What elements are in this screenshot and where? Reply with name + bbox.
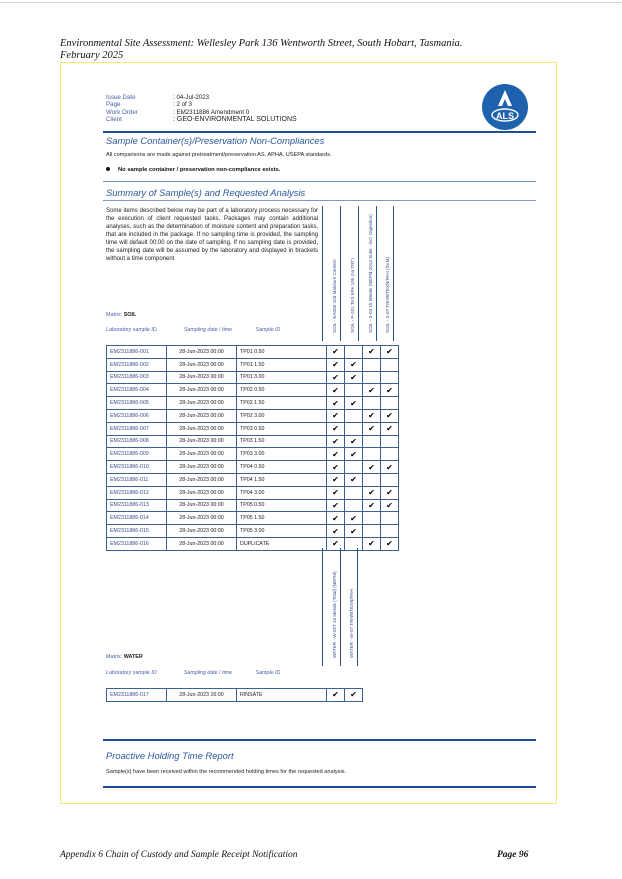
analysis-check-icon: ✔ <box>327 512 345 525</box>
analysis-check-icon: ✔ <box>363 537 381 550</box>
analysis-check-icon <box>345 346 363 359</box>
sample-id: TP03 0.50 <box>237 422 327 435</box>
analysis-check-icon: ✔ <box>327 409 345 422</box>
analysis-check-icon: ✔ <box>327 525 345 538</box>
analysis-check-icon <box>381 358 399 371</box>
sampling-date: 28-Jun-2023 00:00 <box>167 448 237 461</box>
analysis-check-icon <box>345 486 363 499</box>
analysis-check-icon <box>345 409 363 422</box>
analysis-check-icon: ✔ <box>327 346 345 359</box>
analysis-check-icon: ✔ <box>327 422 345 435</box>
sample-id: TP05 0.50 <box>237 499 327 512</box>
soil-col-lab-id: Laboratory sample ID <box>106 327 157 333</box>
water-analysis-header-2: WATER - W-07 TRH/BTEXN/PAH <box>340 548 358 666</box>
table-row <box>107 473 399 486</box>
lab-sample-id: EM2311886-002 <box>107 358 167 371</box>
analysis-check-icon <box>363 397 381 410</box>
water-col-date: Sampling date / time <box>183 670 233 676</box>
sample-id: RINSATE <box>237 689 327 702</box>
analysis-check-icon <box>345 384 363 397</box>
lab-sample-id: EM2311886-008 <box>107 435 167 448</box>
sampling-date: 28-Jun-2023 16:00 <box>167 689 237 702</box>
sampling-date: 28-Jun-2023 00:00 <box>167 473 237 486</box>
als-logo-icon <box>482 84 528 130</box>
lab-sample-id: EM2311886-016 <box>107 537 167 550</box>
section-title-summary: Summary of Sample(s) and Requested Analysis <box>106 187 306 198</box>
divider <box>103 131 536 133</box>
analysis-check-icon: ✔ <box>363 422 381 435</box>
lab-sample-id: EM2311886-005 <box>107 397 167 410</box>
analysis-check-icon <box>345 461 363 474</box>
sample-id: TP05 3.00 <box>237 525 327 538</box>
analysis-check-icon: ✔ <box>381 422 399 435</box>
analysis-check-icon: ✔ <box>327 499 345 512</box>
sample-id: TP03 3.00 <box>237 448 327 461</box>
sample-id: TP01 3.00 <box>237 371 327 384</box>
water-col-lab-id: Laboratory sample ID <box>106 670 157 676</box>
table-row <box>107 422 399 435</box>
table-row <box>107 461 399 474</box>
table-row <box>107 512 399 525</box>
divider <box>103 786 536 788</box>
header-title: Environmental Site Assessment: Wellesley Park 136 Wentworth Street, South Hobart, Tasmania. <box>60 38 463 49</box>
sampling-date: 28-Jun-2023 00:00 <box>167 358 237 371</box>
analysis-check-icon: ✔ <box>327 689 345 702</box>
analysis-check-icon: ✔ <box>381 409 399 422</box>
soil-matrix-label: Matrix: SOIL <box>106 312 137 318</box>
sample-id: TP04 3.00 <box>237 486 327 499</box>
analysis-check-icon: ✔ <box>327 384 345 397</box>
analysis-check-icon <box>381 525 399 538</box>
table-row <box>107 384 399 397</box>
summary-intro: Some items described below may be part of a laboratory process necessary for the execution of client requested tasks. Packages may contain additional analyses, such as the determination of moisture content and preparation tasks, that are included in the package. If no sampling time is provided, the sampling time will default 00:00 on the date of sampling. If no sampling date is provided, the sampling date will be assumed by the laboratory and displayed in brackets without a time component <box>106 208 318 262</box>
table-row <box>107 435 399 448</box>
analysis-check-icon <box>345 499 363 512</box>
soil-sample-table <box>106 345 399 551</box>
lab-sample-id: EM2311886-001 <box>107 346 167 359</box>
analysis-check-icon <box>363 512 381 525</box>
sampling-date: 28-Jun-2023 00:00 <box>167 512 237 525</box>
sampling-date: 28-Jun-2023 00:00 <box>167 371 237 384</box>
water-sample-table <box>106 688 363 702</box>
footer-page-number: Page 96 <box>497 850 529 860</box>
analysis-check-icon: ✔ <box>345 371 363 384</box>
document-header <box>60 38 580 62</box>
sample-id: TP04 1.50 <box>237 473 327 486</box>
header-date: February 2025 <box>60 50 124 61</box>
soil-analysis-header-3: SOIL - S-03 15 Metals (NEPM 2013 Suite - incl. Digestion) <box>358 206 376 341</box>
analysis-check-icon <box>363 473 381 486</box>
analysis-check-icon <box>363 435 381 448</box>
lab-sample-id: EM2311886-013 <box>107 499 167 512</box>
sampling-date: 28-Jun-2023 00:00 <box>167 346 237 359</box>
sample-id: TP03 1.50 <box>237 435 327 448</box>
analysis-check-icon: ✔ <box>327 371 345 384</box>
table-row <box>107 499 399 512</box>
als-logo <box>482 84 528 130</box>
table-row <box>107 689 363 702</box>
table-row <box>107 346 399 359</box>
compliance-note: All comparisons are made against pretreatment/preservation AS, APHA, USEPA standards. <box>106 152 332 158</box>
analysis-check-icon: ✔ <box>327 435 345 448</box>
analysis-check-icon <box>363 358 381 371</box>
analysis-check-icon: ✔ <box>345 689 363 702</box>
analysis-check-icon <box>381 512 399 525</box>
analysis-check-icon <box>345 422 363 435</box>
table-row <box>107 525 399 538</box>
sample-id: TP02 0.50 <box>237 384 327 397</box>
section-title-container-compliance: Sample Container(s)/Preservation Non-Compliances <box>106 135 325 146</box>
analysis-check-icon <box>363 371 381 384</box>
lab-sample-id: EM2311886-015 <box>107 525 167 538</box>
analysis-check-icon <box>363 525 381 538</box>
table-row <box>107 409 399 422</box>
sampling-date: 28-Jun-2023 00:00 <box>167 384 237 397</box>
sampling-date: 28-Jun-2023 00:00 <box>167 461 237 474</box>
bullet-icon <box>106 167 110 171</box>
sampling-date: 28-Jun-2023 00:00 <box>167 525 237 538</box>
holding-time-note: Sample(s) have been received within the recommended holding times for the requested analysis. <box>106 769 347 775</box>
table-row <box>107 371 399 384</box>
soil-analysis-header-1: SOIL - EA055-103 Moisture Content <box>322 206 340 341</box>
analysis-check-icon <box>381 397 399 410</box>
water-analysis-header-1: WATER - W-02T 15 Metals (Total) (NEPM) <box>322 548 340 666</box>
analysis-check-icon: ✔ <box>363 486 381 499</box>
analysis-check-icon: ✔ <box>381 384 399 397</box>
lab-sample-id: EM2311886-017 <box>107 689 167 702</box>
analysis-check-icon <box>381 435 399 448</box>
logo-text: ALS <box>496 111 514 121</box>
table-row <box>107 397 399 410</box>
analysis-check-icon: ✔ <box>327 486 345 499</box>
sampling-date: 28-Jun-2023 00:00 <box>167 499 237 512</box>
lab-sample-id: EM2311886-004 <box>107 384 167 397</box>
analysis-check-icon: ✔ <box>381 537 399 550</box>
analysis-check-icon: ✔ <box>345 525 363 538</box>
analysis-check-icon: ✔ <box>363 461 381 474</box>
lab-sample-id: EM2311886-014 <box>107 512 167 525</box>
lab-sample-id: EM2311886-011 <box>107 473 167 486</box>
analysis-check-icon: ✔ <box>327 537 345 550</box>
analysis-check-icon <box>381 473 399 486</box>
table-row <box>107 448 399 461</box>
water-matrix-label: Matrix: WATER <box>106 654 143 660</box>
soil-col-sample: Sample ID <box>255 327 281 333</box>
analysis-check-icon: ✔ <box>345 448 363 461</box>
soil-col-date: Sampling date / time <box>183 327 233 333</box>
analysis-check-icon: ✔ <box>363 499 381 512</box>
analysis-check-icon <box>363 448 381 461</box>
soil-analysis-header-4: SOIL - S-07 TRH/BTEXN/PAH (SVM) <box>376 206 394 341</box>
sample-id: DUPLICATE <box>237 537 327 550</box>
sample-id: TP02 1.50 <box>237 397 327 410</box>
analysis-check-icon: ✔ <box>363 346 381 359</box>
meta-page: Page : 2 of 3 <box>106 101 192 109</box>
analysis-check-icon: ✔ <box>381 499 399 512</box>
table-row <box>107 486 399 499</box>
report-meta <box>106 94 297 123</box>
analysis-check-icon <box>381 371 399 384</box>
water-col-sample: Sample ID <box>255 670 281 676</box>
divider <box>103 739 536 741</box>
analysis-check-icon: ✔ <box>345 358 363 371</box>
divider <box>103 181 536 182</box>
analysis-check-icon: ✔ <box>327 461 345 474</box>
sample-id: TP01 1.50 <box>237 358 327 371</box>
sampling-date: 28-Jun-2023 00:00 <box>167 486 237 499</box>
soil-analysis-header-2: SOIL - P-201 TAS EPA 105 (no TRT) <box>340 206 358 341</box>
analysis-check-icon: ✔ <box>381 486 399 499</box>
sampling-date: 28-Jun-2023 00:00 <box>167 435 237 448</box>
divider <box>103 200 536 201</box>
analysis-check-icon <box>381 448 399 461</box>
analysis-check-icon: ✔ <box>327 448 345 461</box>
sampling-date: 28-Jun-2023 00:00 <box>167 422 237 435</box>
analysis-check-icon: ✔ <box>363 384 381 397</box>
lab-sample-id: EM2311886-009 <box>107 448 167 461</box>
analysis-check-icon: ✔ <box>363 409 381 422</box>
analysis-check-icon: ✔ <box>327 358 345 371</box>
lab-sample-id: EM2311886-012 <box>107 486 167 499</box>
footer-appendix: Appendix 6 Chain of Custody and Sample Receipt Notification <box>60 850 298 860</box>
analysis-check-icon: ✔ <box>345 397 363 410</box>
analysis-check-icon: ✔ <box>345 512 363 525</box>
sample-id: TP05 1.50 <box>237 512 327 525</box>
table-row <box>107 358 399 371</box>
lab-sample-id: EM2311886-007 <box>107 422 167 435</box>
sample-id: TP01 0.50 <box>237 346 327 359</box>
section-title-holding-time: Proactive Holding Time Report <box>106 750 234 761</box>
analysis-check-icon: ✔ <box>381 346 399 359</box>
analysis-check-icon: ✔ <box>327 397 345 410</box>
meta-issue-date: Issue Date : 04-Jul-2023 <box>106 94 210 101</box>
meta-client: Client : GEO-ENVIRONMENTAL SOLUTIONS <box>106 115 297 123</box>
meta-work-order: Work Order : EM2311886 Amendment 0 <box>106 108 250 116</box>
analysis-check-icon: ✔ <box>345 435 363 448</box>
lab-sample-id: EM2311886-003 <box>107 371 167 384</box>
lab-sample-id: EM2311886-006 <box>107 409 167 422</box>
sample-id: TP02 3.00 <box>237 409 327 422</box>
sampling-date: 28-Jun-2023 00:00 <box>167 397 237 410</box>
top-rule <box>0 2 622 3</box>
sample-id: TP04 0.50 <box>237 461 327 474</box>
sampling-date: 28-Jun-2023 00:00 <box>167 409 237 422</box>
lab-sample-id: EM2311886-010 <box>107 461 167 474</box>
sampling-date: 28-Jun-2023 00:00 <box>167 537 237 550</box>
analysis-check-icon: ✔ <box>345 473 363 486</box>
compliance-bullet: No sample container / preservation non-compliance exists. <box>106 167 280 173</box>
analysis-check-icon: ✔ <box>327 473 345 486</box>
analysis-check-icon: ✔ <box>381 461 399 474</box>
